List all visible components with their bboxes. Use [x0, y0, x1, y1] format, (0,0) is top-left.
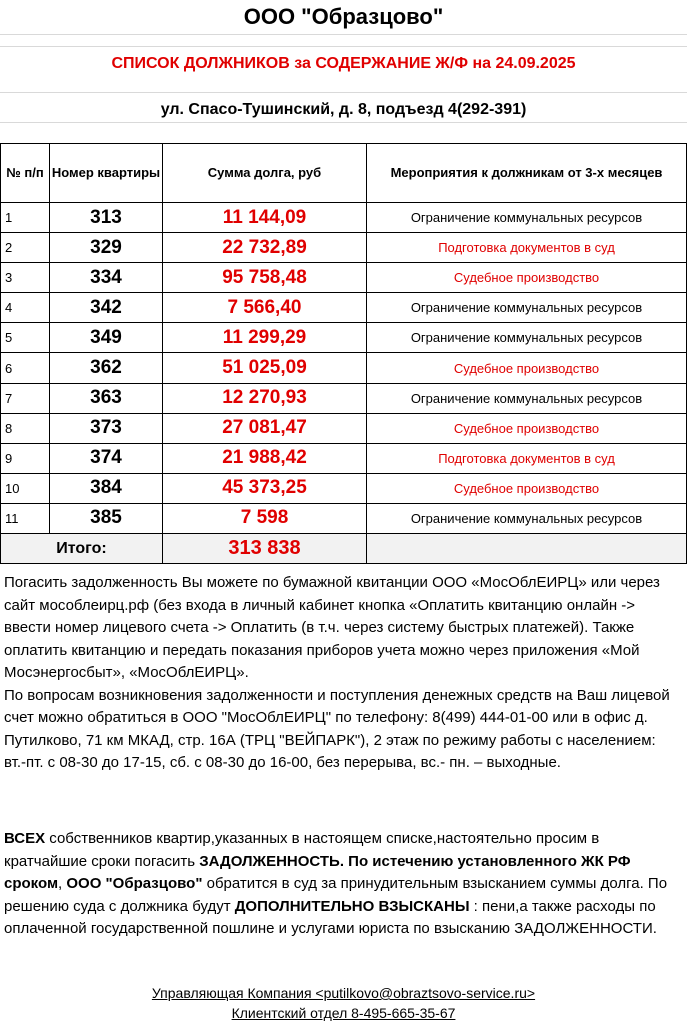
- total-empty-cell: [367, 534, 687, 564]
- debt-action: Судебное производство: [367, 353, 687, 383]
- grid-line: [0, 34, 687, 35]
- debt-amount: 27 081,47: [163, 413, 367, 443]
- debtors-table: [0, 143, 687, 564]
- apartment-number: 374: [50, 443, 163, 473]
- table-row: [1, 383, 687, 413]
- warning-additional: ДОПОЛНИТЕЛЬНО ВЗЫСКАНЫ: [234, 897, 470, 915]
- apartment-number: 349: [50, 323, 163, 353]
- table-row: [1, 353, 687, 383]
- total-sum: 313 838: [163, 534, 367, 564]
- payment-info-text: Погасить задолженность Вы можете по бумажной квитанции ООО «МосОблЕИРЦ» или через сайт мособлеирц.рф (без входа в личный кабинет кнопка «Оплатить квитанцию онлайн -> ввести номер лицевого счета -> Оплатить (в т.ч. через систему быстрых платежей). Также оплатить квитанцию и передать показания приборов учета можно через приложения «Мой Мосэнергосбыт», «МосОблЕИРЦ». По вопросам возникновения задолженности и поступления денежных средств на Ваш лицевой счет можно обратиться в ООО "МосОблЕИРЦ" по телефону: 8(499) 444-01-00 или в офис д. Путилково, 71 км МКАД, стр. 16А (ТРЦ "ВЕЙПАРК"), 2 этаж по режиму работы с населением: вт.-пт. с 08-30 до 17-15, сб. с 08-30 до 16-00, без перерыва, вс.- пн. – выходные.: [4, 574, 670, 771]
- total-label: Итого:: [1, 534, 163, 564]
- warning-company: ООО "Образцово": [66, 875, 203, 892]
- debt-action: Судебное производство: [367, 263, 687, 293]
- debt-action: Подготовка документов в суд: [367, 233, 687, 263]
- total-row: [1, 534, 687, 564]
- warning-all: ВСЕХ: [4, 830, 46, 847]
- apartment-number: 363: [50, 383, 163, 413]
- building-address: ул. Спасо-Тушинский, д. 8, подъезд 4(292-391): [160, 101, 527, 118]
- debt-amount: 7 566,40: [163, 293, 367, 323]
- debt-amount: 12 270,93: [163, 383, 367, 413]
- document-title: СПИСОК ДОЛЖНИКОВ за СОДЕРЖАНИЕ Ж/Ф на 24.09.2025: [111, 55, 576, 72]
- warning-debt: ЗАДОЛЖЕННОСТЬ. По истечению установленного ЖК РФ сроком: [4, 852, 631, 892]
- debt-action: Ограничение коммунальных ресурсов: [367, 503, 687, 533]
- header-num: № п/п: [1, 144, 50, 203]
- management-company-contact: Управляющая Компания <putilkovo@obraztsovo-service.ru>: [151, 985, 536, 1001]
- debt-amount: 7 598: [163, 503, 367, 533]
- payment-info-paragraph: [4, 572, 676, 775]
- header-actions: Мероприятия к должникам от 3-х месяцев: [367, 144, 687, 203]
- table-row: [1, 503, 687, 533]
- row-number: 11: [1, 503, 50, 533]
- debt-action: Судебное производство: [367, 413, 687, 443]
- row-number: 10: [1, 473, 50, 503]
- company-name: ООО "Образцово": [243, 4, 444, 29]
- grid-line: [0, 92, 687, 93]
- table-row: [1, 443, 687, 473]
- apartment-number: 362: [50, 353, 163, 383]
- warning-text-3: : пени,а также расходы по оплаченной государственной пошлине и услугами юриста по взысканию ЗАДОЛЖЕННОСТИ.: [4, 897, 657, 937]
- debt-action: Судебное производство: [367, 473, 687, 503]
- apartment-number: 384: [50, 473, 163, 503]
- row-number: 1: [1, 203, 50, 233]
- debt-action: Ограничение коммунальных ресурсов: [367, 383, 687, 413]
- row-number: 3: [1, 263, 50, 293]
- apartment-number: 329: [50, 233, 163, 263]
- row-number: 7: [1, 383, 50, 413]
- row-number: 5: [1, 323, 50, 353]
- debt-amount: 11 144,09: [163, 203, 367, 233]
- table-row: [1, 323, 687, 353]
- debt-action: Подготовка документов в суд: [367, 443, 687, 473]
- table-row: [1, 203, 687, 233]
- apartment-number: 373: [50, 413, 163, 443]
- debt-amount: 22 732,89: [163, 233, 367, 263]
- debt-amount: 95 758,48: [163, 263, 367, 293]
- header-apartment: Номер квартиры: [50, 144, 163, 203]
- debt-amount: 11 299,29: [163, 323, 367, 353]
- row-number: 2: [1, 233, 50, 263]
- table-row: [1, 263, 687, 293]
- apartment-number: 313: [50, 203, 163, 233]
- grid-line: [0, 122, 687, 123]
- row-number: 4: [1, 293, 50, 323]
- table-row: [1, 293, 687, 323]
- warning-text-2: обратится в суд за принудительным взысканием суммы долга. По решению суда с должника будут: [4, 875, 668, 915]
- apartment-number: 334: [50, 263, 163, 293]
- client-department-contact: Клиентский отдел 8-495-665-35-67: [231, 1005, 456, 1021]
- table-header-row: [1, 144, 687, 203]
- debt-amount: 21 988,42: [163, 443, 367, 473]
- table-row: [1, 413, 687, 443]
- debt-action: Ограничение коммунальных ресурсов: [367, 293, 687, 323]
- debt-action: Ограничение коммунальных ресурсов: [367, 323, 687, 353]
- table-row: [1, 233, 687, 263]
- grid-line: [0, 46, 687, 47]
- warning-text-1: собственников квартир,указанных в настоящем списке,настоятельно просим в кратчайшие сроки погасить: [4, 830, 600, 870]
- row-number: 6: [1, 353, 50, 383]
- table-row: [1, 473, 687, 503]
- warning-paragraph: [4, 828, 676, 941]
- warning-comma: ,: [58, 875, 67, 892]
- debt-amount: 45 373,25: [163, 473, 367, 503]
- row-number: 9: [1, 443, 50, 473]
- debt-action: Ограничение коммунальных ресурсов: [367, 203, 687, 233]
- apartment-number: 385: [50, 503, 163, 533]
- debt-amount: 51 025,09: [163, 353, 367, 383]
- header-debt-sum: Сумма долга, руб: [163, 144, 367, 203]
- row-number: 8: [1, 413, 50, 443]
- apartment-number: 342: [50, 293, 163, 323]
